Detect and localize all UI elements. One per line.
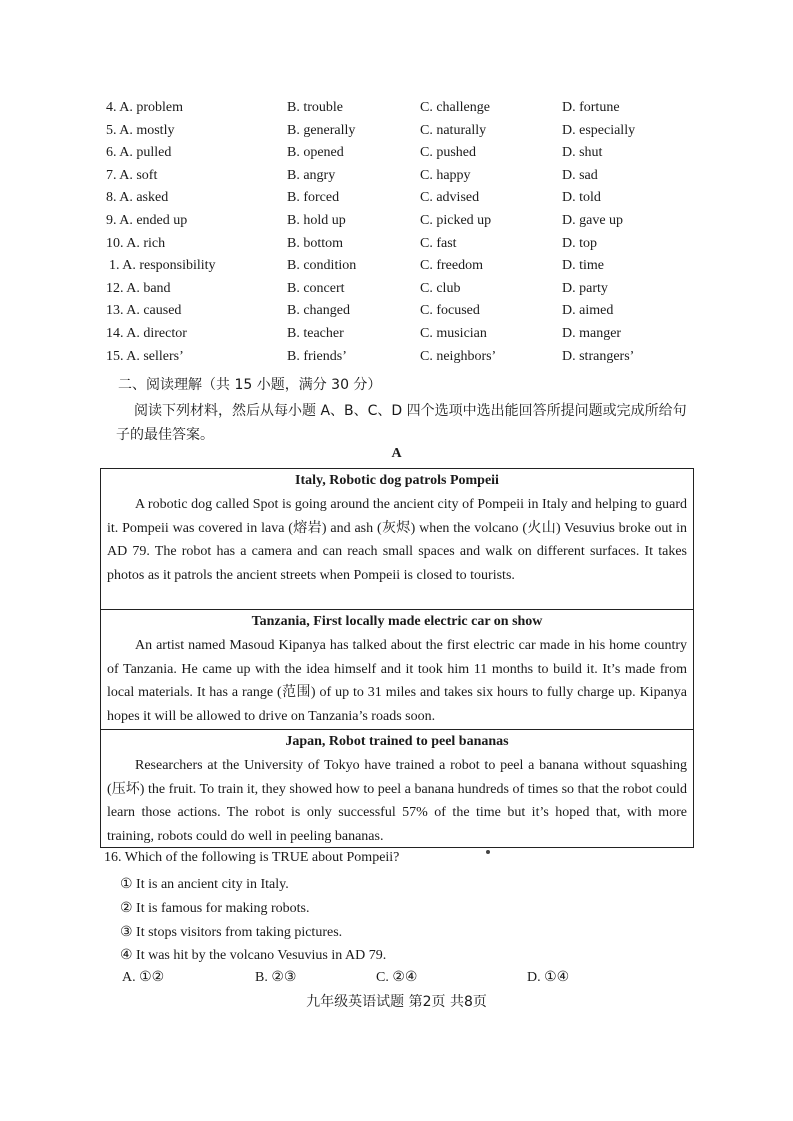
option-b: B. opened (287, 145, 344, 161)
option-row-7 (0, 168, 793, 191)
option-c: C. picked up (420, 212, 492, 228)
option-b: B. concert (287, 280, 345, 296)
option-d: D. sad (562, 167, 598, 183)
option-d: D. party (562, 280, 608, 296)
option-a: 6. A. pulled (106, 145, 172, 161)
option-c: C. focused (420, 303, 480, 319)
option-b: B. friends’ (287, 348, 347, 364)
option-a: 7. A. soft (106, 167, 158, 183)
answer-a: A. ①② (122, 970, 165, 985)
news-title: Italy, Robotic dog patrols Pompeii (295, 473, 499, 488)
page-footer: 九年级英语试题 第2页 共8页 (306, 994, 487, 1010)
option-d: D. strangers’ (562, 348, 635, 364)
option-a: 10. A. rich (106, 235, 166, 251)
answer-choices (0, 969, 793, 991)
option-d: D. gave up (562, 212, 624, 228)
option-c: C. neighbors’ (420, 348, 497, 364)
news-item-tanzania (100, 610, 694, 730)
answer-b: B. ②③ (255, 970, 297, 985)
question-16-stem: 16. Which of the following is TRUE about Pompeii? (104, 850, 400, 865)
news-item-italy (100, 468, 694, 610)
option-a: 13. A. caused (106, 303, 182, 319)
answer-c: C. ②④ (376, 970, 418, 985)
option-d: D. told (562, 190, 601, 206)
section-instructions: 阅读下列材料，然后从每小题 A、B、C、D 四个选项中选出能回答所提问题或完成所给句子的最佳答案。 (116, 403, 687, 443)
option-a: 14. A. director (106, 325, 187, 341)
option-a: 9. A. ended up (106, 212, 188, 228)
news-body: Researchers at the University of Tokyo have trained a robot to peel a banana without squashing (压坏) the fruit. To train it, they showed how to peel a banana hundreds of times so that the robot could learn those actions. The robot is only successful 57% of the time but it’s hoped that, with more training, robots could do well in peeling bananas. (107, 758, 687, 844)
option-b: B. hold up (287, 212, 346, 228)
option-row-4 (0, 100, 793, 123)
answer-d: D. ①④ (527, 970, 570, 985)
option-a: 8. A. asked (106, 190, 169, 206)
question-statement: ② It is famous for making robots. (120, 901, 310, 916)
option-c: C. musician (420, 325, 487, 341)
option-b: B. forced (287, 190, 340, 206)
option-d: D. time (562, 258, 604, 274)
option-c: C. advised (420, 190, 480, 206)
option-b: B. trouble (287, 100, 343, 115)
option-c: C. fast (420, 235, 457, 251)
option-row-10 (0, 236, 793, 259)
option-row-12 (0, 281, 793, 304)
option-a: 12. A. band (106, 280, 171, 296)
passage-label: A (391, 446, 402, 461)
option-a: 4. A. problem (106, 100, 183, 115)
option-c: C. challenge (420, 100, 490, 115)
option-d: D. aimed (562, 303, 614, 319)
option-d: D. top (562, 235, 597, 251)
news-body: A robotic dog called Spot is going around the ancient city of Pompeii in Italy and helping to guard it. Pompeii was covered in lava (熔岩) and ash (灰烬) when the volcano (火山) Vesuvius broke out in AD 79. The robot has a camera and can reach small spaces and walk on different surfaces. It takes photos as it patrols the ancient streets when Pompeii is closed to tourists. (107, 497, 687, 583)
option-d: D. especially (562, 122, 636, 138)
option-row-15 (0, 349, 793, 372)
option-c: C. naturally (420, 122, 487, 138)
option-row-8 (0, 190, 793, 213)
option-a: 1. A. responsibility (109, 258, 216, 274)
option-b: B. angry (287, 167, 336, 183)
option-b: B. changed (287, 303, 350, 319)
option-d: D. shut (562, 145, 603, 161)
option-d: D. manger (562, 325, 622, 341)
option-row-14 (0, 326, 793, 349)
option-c: C. club (420, 280, 461, 296)
option-b: B. generally (287, 122, 356, 138)
option-c: C. freedom (420, 258, 483, 274)
option-c: C. pushed (420, 145, 476, 161)
cloze-options (0, 100, 793, 371)
option-a: 5. A. mostly (106, 122, 175, 138)
option-row-11 (0, 258, 793, 281)
question-statement: ④ It was hit by the volcano Vesuvius in AD 79. (120, 948, 387, 963)
news-title: Tanzania, First locally made electric car on show (251, 614, 543, 629)
option-b: B. condition (287, 258, 357, 274)
option-row-6 (0, 145, 793, 168)
question-statement: ① It is an ancient city in Italy. (120, 877, 289, 892)
news-title: Japan, Robot trained to peel bananas (285, 734, 509, 749)
option-b: B. bottom (287, 235, 344, 251)
question-statement: ③ It stops visitors from taking pictures. (120, 925, 343, 940)
option-row-5 (0, 123, 793, 146)
print-speck (486, 850, 490, 854)
section-title: 二、阅读理解（共 15 小题，满分 30 分） (118, 377, 382, 393)
option-a: 15. A. sellers’ (106, 348, 184, 364)
option-b: B. teacher (287, 325, 344, 341)
option-row-13 (0, 303, 793, 326)
option-row-9 (0, 213, 793, 236)
option-c: C. happy (420, 167, 471, 183)
news-body: An artist named Masoud Kipanya has talked about the first electric car made in his home country of Tanzania. He came up with the idea himself and it took him 11 months to build it. It’s made from local materials. It has a range (范围) of up to 31 miles and takes six hours to fully charge up. Kipanya hopes it will be allowed to drive on Tanzania’s roads soon. (107, 638, 687, 724)
option-d: D. fortune (562, 100, 620, 115)
news-item-japan (100, 730, 694, 848)
